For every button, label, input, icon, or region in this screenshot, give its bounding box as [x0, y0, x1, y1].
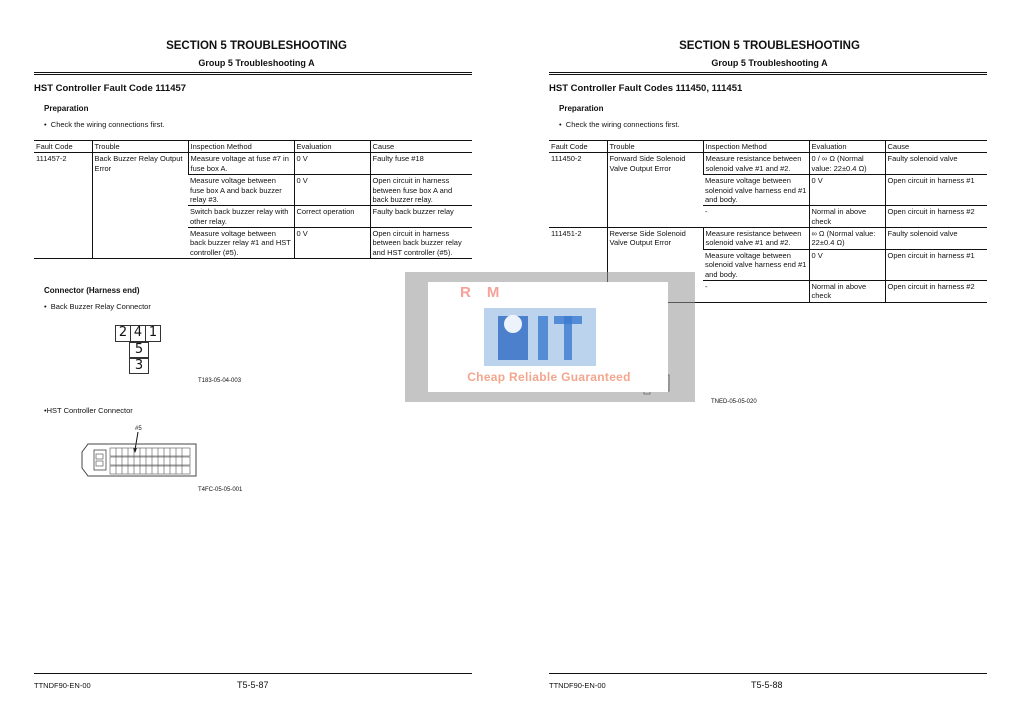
col-cause: Cause [885, 141, 987, 153]
evaluation-cell: 0 V [294, 228, 370, 259]
relay-pin: 5 [129, 342, 149, 358]
cause-cell: Open circuit in harness #1 [885, 175, 987, 206]
figure-id: T183-05-04-003 [198, 378, 242, 384]
preparation-item: • Check the wiring connections first. [44, 120, 165, 129]
relay-pin: 3 [129, 358, 149, 374]
figure-id: TNED-05-05-020 [711, 399, 757, 405]
cause-cell: Open circuit in harness between fuse box A and back buzzer relay. [370, 175, 472, 206]
relay-pin: 1 [145, 325, 161, 342]
connector-heading: Connector (Harness end) [44, 286, 140, 295]
method-cell: - [703, 206, 809, 228]
table-row [549, 228, 987, 250]
watermark-panel [428, 282, 668, 392]
watermark-logo-text: RM [460, 284, 516, 301]
fault-table [34, 140, 472, 259]
evaluation-cell: ∞ Ω (Normal value: 22±0.4 Ω) [809, 228, 885, 250]
method-cell: Measure voltage between solenoid valve harness end #1 and body. [703, 249, 809, 280]
evaluation-cell: 0 V [294, 153, 370, 175]
method-cell: Measure voltage between solenoid valve harness end #1 and body. [703, 175, 809, 206]
footer-doc-id: TTNDF90-EN-00 [549, 681, 606, 690]
watermark-tagline: Cheap Reliable Guaranteed [467, 370, 631, 384]
preparation-label: Preparation [559, 104, 604, 113]
figure-id: T4FC-05-05-001 [198, 487, 243, 493]
col-trouble: Trouble [607, 141, 703, 153]
cause-cell: Open circuit in harness between back buzzer relay and HST controller (#5). [370, 228, 472, 259]
trouble-cell: Reverse Side Solenoid Valve Output Error [607, 228, 703, 303]
group-title: Group 5 Troubleshooting A [711, 58, 828, 68]
cause-cell: Faulty fuse #18 [370, 153, 472, 175]
preparation-item: • Check the wiring connections first. [559, 120, 680, 129]
col-evaluation: Evaluation [809, 141, 885, 153]
cause-cell: Faulty back buzzer relay [370, 206, 472, 228]
preparation-label: Preparation [44, 104, 89, 113]
evaluation-cell: 0 / ∞ Ω (Normal value: 22±0.4 Ω) [809, 153, 885, 175]
evaluation-cell: Normal in above check [809, 206, 885, 228]
col-fault-code: Fault Code [34, 141, 92, 153]
col-evaluation: Evaluation [294, 141, 370, 153]
relay-pin: 2 [115, 325, 131, 342]
col-fault-code: Fault Code [549, 141, 607, 153]
cause-cell: Open circuit in harness #2 [885, 280, 987, 302]
header-rule [34, 72, 472, 75]
header-rule [549, 72, 987, 75]
page-number: T5-5-87 [237, 680, 269, 690]
col-cause: Cause [370, 141, 472, 153]
trouble-cell: Back Buzzer Relay Output Error [92, 153, 188, 259]
table-row [549, 153, 987, 175]
cause-cell: Open circuit in harness #1 [885, 249, 987, 280]
cause-cell: Faulty solenoid valve [885, 228, 987, 250]
footer-doc-id: TTNDF90-EN-00 [34, 681, 91, 690]
method-cell: Measure voltage between back buzzer relay #1 and HST controller (#5). [188, 228, 294, 259]
evaluation-cell: 0 V [809, 249, 885, 280]
col-inspection-method: Inspection Method [188, 141, 294, 153]
evaluation-cell: Correct operation [294, 206, 370, 228]
table-row [34, 153, 472, 175]
watermark [405, 272, 695, 402]
method-cell: Measure resistance between solenoid valve #1 and #2. [703, 228, 809, 250]
evaluation-cell: Normal in above check [809, 280, 885, 302]
evaluation-cell: 0 V [809, 175, 885, 206]
fault-code-cell: 111450-2 [549, 153, 607, 228]
pin-label: #5 [135, 426, 142, 432]
hst-connector-item: •HST Controller Connector [44, 406, 133, 415]
page-heading: HST Controller Fault Codes 111450, 111451 [549, 83, 743, 94]
footer-rule [34, 673, 472, 674]
page-heading: HST Controller Fault Code 111457 [34, 83, 187, 94]
evaluation-cell: 0 V [294, 175, 370, 206]
col-inspection-method: Inspection Method [703, 141, 809, 153]
method-cell: Measure voltage between fuse box A and back buzzer relay #3. [188, 175, 294, 206]
fault-code-cell: 111451-2 [549, 228, 607, 303]
cause-cell: Open circuit in harness #2 [885, 206, 987, 228]
section-title: SECTION 5 TROUBLESHOOTING [166, 40, 347, 52]
group-title: Group 5 Troubleshooting A [198, 58, 315, 68]
cause-cell: Faulty solenoid valve [885, 153, 987, 175]
section-title: SECTION 5 TROUBLESHOOTING [679, 40, 860, 52]
method-cell: - [703, 280, 809, 302]
method-cell: Measure voltage at fuse #7 in fuse box A. [188, 153, 294, 175]
relay-pin: 4 [130, 325, 146, 342]
page-number: T5-5-88 [751, 680, 783, 690]
method-cell: Switch back buzzer relay with other relay. [188, 206, 294, 228]
fault-code-cell: 111457-2 [34, 153, 92, 259]
col-trouble: Trouble [92, 141, 188, 153]
footer-rule [549, 673, 987, 674]
trouble-cell: Forward Side Solenoid Valve Output Error [607, 153, 703, 228]
hst-connector-icon [78, 430, 204, 482]
watermark-logo-icon [480, 300, 600, 370]
connector-item: • Back Buzzer Relay Connector [44, 302, 151, 311]
method-cell: Measure resistance between solenoid valve #1 and #2. [703, 153, 809, 175]
